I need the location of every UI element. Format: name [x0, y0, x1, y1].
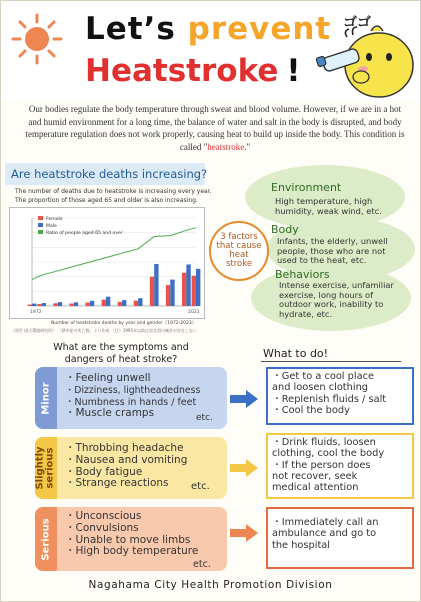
symptom-item: ・Strange reactions — [65, 477, 169, 490]
chart-bar-male — [170, 280, 174, 306]
symptom-item: ・Feeling unwell — [65, 372, 151, 384]
chick-sound-text: ゴゴ — [343, 15, 371, 31]
deaths-line-2: The proportion of those aged 65 and older is also increasing. — [15, 197, 198, 204]
chart-bar-female — [134, 301, 138, 306]
slightly-serious-etc: etc. — [191, 481, 210, 492]
title-line-1 — [85, 11, 331, 47]
slightly-serious-symptoms — [65, 443, 187, 490]
chart-bar-male — [154, 264, 158, 306]
symptom-item: ・Nausea and vomiting — [65, 453, 188, 466]
factor-behaviors-title: Behaviors — [275, 268, 330, 281]
action-item: ・Drink fluids, loosen — [272, 437, 376, 448]
chart-bar-male — [90, 301, 94, 306]
sun-icon — [11, 13, 63, 65]
symptom-item: ・Throbbing headache — [65, 442, 184, 454]
action-item: ・Cool the body — [272, 404, 350, 416]
chart-source: （厚生 国立環境研究所） 「熱中症の死亡数」より作成 — [11, 328, 110, 333]
minor-symptoms — [65, 373, 200, 420]
chart-bar-female — [53, 303, 57, 306]
minor-label: Minor — [40, 381, 52, 415]
arrow-right-icon — [230, 390, 258, 408]
deaths-chart — [9, 207, 205, 319]
symptom-item: ・Unable to move limbs — [65, 533, 191, 546]
action-item: clothing, cool the body — [272, 448, 385, 460]
factor-environment-title: Environment — [271, 181, 342, 194]
chart-bar-female — [182, 273, 186, 306]
factor-behaviors-text — [279, 281, 394, 319]
factor-environment-line: High temperature, high — [275, 196, 373, 206]
symptoms-title-line: dangers of heat stroke? — [64, 354, 178, 365]
chart-bar-female — [150, 277, 154, 306]
symptom-item: ・Dizziness, lightheadedness — [65, 384, 201, 396]
factor-behaviors-line: outdoor work, inability to — [279, 299, 384, 309]
serious-actions-box — [266, 507, 414, 569]
action-item: and loosen clothing — [272, 382, 369, 394]
chick-drinking-icon — [307, 7, 417, 99]
serious-label: Serious — [40, 517, 52, 561]
factor-behaviors-line: hydrate, etc. — [279, 308, 333, 319]
circle-line: 3 factors — [220, 232, 258, 242]
symptom-item: ・Unconscious — [65, 510, 142, 522]
deaths-chart-svg — [10, 208, 206, 320]
chart-bar-female — [69, 304, 73, 306]
minor-actions-box — [266, 367, 414, 425]
symptom-item: ・High body temperature — [65, 545, 199, 558]
chart-caption: Number of heatstroke deaths by year and gender（1972-2023） — [51, 321, 197, 326]
slight-label-line: serious — [45, 447, 56, 489]
intro-term: heatstroke — [207, 141, 245, 152]
chart-bar-male — [58, 302, 62, 306]
action-item: ・Immediately call an — [272, 517, 379, 528]
factor-body-line: people, those who are not — [277, 245, 386, 256]
chart-legend-swatch — [38, 223, 43, 227]
symptom-item: ・Numbness in hands / feet — [65, 396, 197, 408]
symptoms-title — [41, 342, 201, 366]
factor-body-line: used to the heat, etc. — [277, 255, 367, 265]
circle-line: stroke — [225, 259, 253, 269]
chart-bar-male — [186, 264, 190, 306]
arrow-right-icon — [230, 524, 258, 542]
action-item: the hospital — [272, 539, 331, 551]
chart-note — [11, 328, 211, 334]
chart-bar-female — [86, 303, 90, 306]
symptoms-title-line: What are the symptoms and — [53, 342, 189, 353]
chart-bar-female — [166, 285, 170, 306]
slightly-serious-label-box — [35, 437, 57, 499]
title-line-2 — [85, 53, 301, 89]
chart-bar-male — [196, 269, 200, 306]
chart-bar-male — [42, 303, 46, 306]
what-to-do-title: What to do! — [263, 347, 329, 360]
arrow-right-icon — [230, 459, 258, 477]
action-item: not recover, seek — [272, 470, 358, 482]
factor-behaviors-line: exercise, long hours of — [279, 289, 374, 300]
title-prevent: prevent — [187, 11, 332, 47]
factor-environment-line: humidity, weak wind, etc. — [275, 205, 382, 216]
intro-end: ." — [244, 141, 251, 152]
action-item: ・Get to a cool place — [272, 371, 375, 382]
factor-body-line: Infants, the elderly, unwell — [277, 236, 388, 246]
title-lets: Let’s — [85, 11, 176, 47]
header — [1, 1, 420, 101]
chart-bar-male — [32, 304, 36, 306]
symptom-item: ・Convulsions — [65, 521, 139, 534]
serious-symptoms — [65, 511, 198, 558]
intro-paragraph — [23, 103, 407, 153]
chart-legend-swatch — [38, 230, 43, 234]
minor-etc: etc. — [196, 413, 213, 423]
slightly-serious-actions-box — [266, 433, 414, 499]
slight-label-line: Slightly — [35, 446, 46, 490]
deaths-description — [15, 187, 215, 205]
symptom-item: ・Muscle cramps — [65, 407, 155, 420]
chart-x-tick-label: 1972 — [30, 310, 42, 315]
deaths-line-1: The number of deaths due to heatstroke is increasing every year. — [15, 188, 212, 195]
chart-bar-female — [192, 276, 196, 306]
chart-bar-male — [74, 302, 78, 306]
factor-environment-text — [275, 197, 382, 216]
serious-label-box — [35, 507, 57, 571]
action-item: ・Replenish fluids / salt — [272, 393, 387, 405]
factor-behaviors-line: Intense exercise, unfamiliar — [279, 280, 394, 290]
chart-bar-male — [138, 298, 142, 306]
action-item: ・If the person does — [272, 459, 371, 471]
chart-legend-label: Female — [46, 217, 63, 222]
footer-organization: Nagahama City Health Promotion Division — [88, 579, 333, 591]
action-item: ambulance and go to — [272, 528, 377, 540]
minor-label-box — [35, 367, 57, 429]
chart-bar-female — [118, 302, 122, 306]
chart-x-tick-label: 2023 — [188, 310, 200, 315]
factor-body-title: Body — [271, 223, 299, 236]
chart-bar-female — [102, 300, 106, 306]
chart-footnote: （注）1995年以前は男女別の統計が存在しない — [110, 328, 198, 333]
chart-bar-female — [28, 305, 32, 306]
circle-line: heat — [229, 250, 249, 260]
factor-body-text — [277, 237, 388, 266]
deaths-section-title: Are heatstroke deaths increasing? — [5, 163, 205, 185]
title-exclamation: ! — [286, 53, 301, 89]
chart-bar-male — [122, 300, 126, 306]
circle-line: that cause — [216, 241, 262, 251]
serious-etc: etc. — [193, 559, 211, 570]
title-heatstroke: Heatstroke — [85, 53, 279, 89]
what-to-do-underline — [261, 361, 401, 362]
chart-legend-label: Ratio of people aged 65 and over — [46, 231, 123, 236]
symptom-item: ・Body fatigue — [65, 465, 143, 478]
chart-legend-label: Male — [46, 224, 57, 229]
slightly-serious-label — [36, 446, 56, 489]
intro-text: Our bodies regulate the body temperature through sweat and blood volume. However, if we are in a hot and humid environment for a long time, the balance of water and salt in the body is disrupted, and body temperature regulation does not work properly, causing heat to build up inside the body. This condition is called " — [25, 104, 405, 152]
three-factors-circle — [209, 221, 269, 281]
chart-bar-male — [106, 297, 110, 306]
chart-legend-swatch — [38, 216, 43, 220]
action-item: medical attention — [272, 482, 359, 494]
chart-bar-female — [37, 304, 41, 306]
